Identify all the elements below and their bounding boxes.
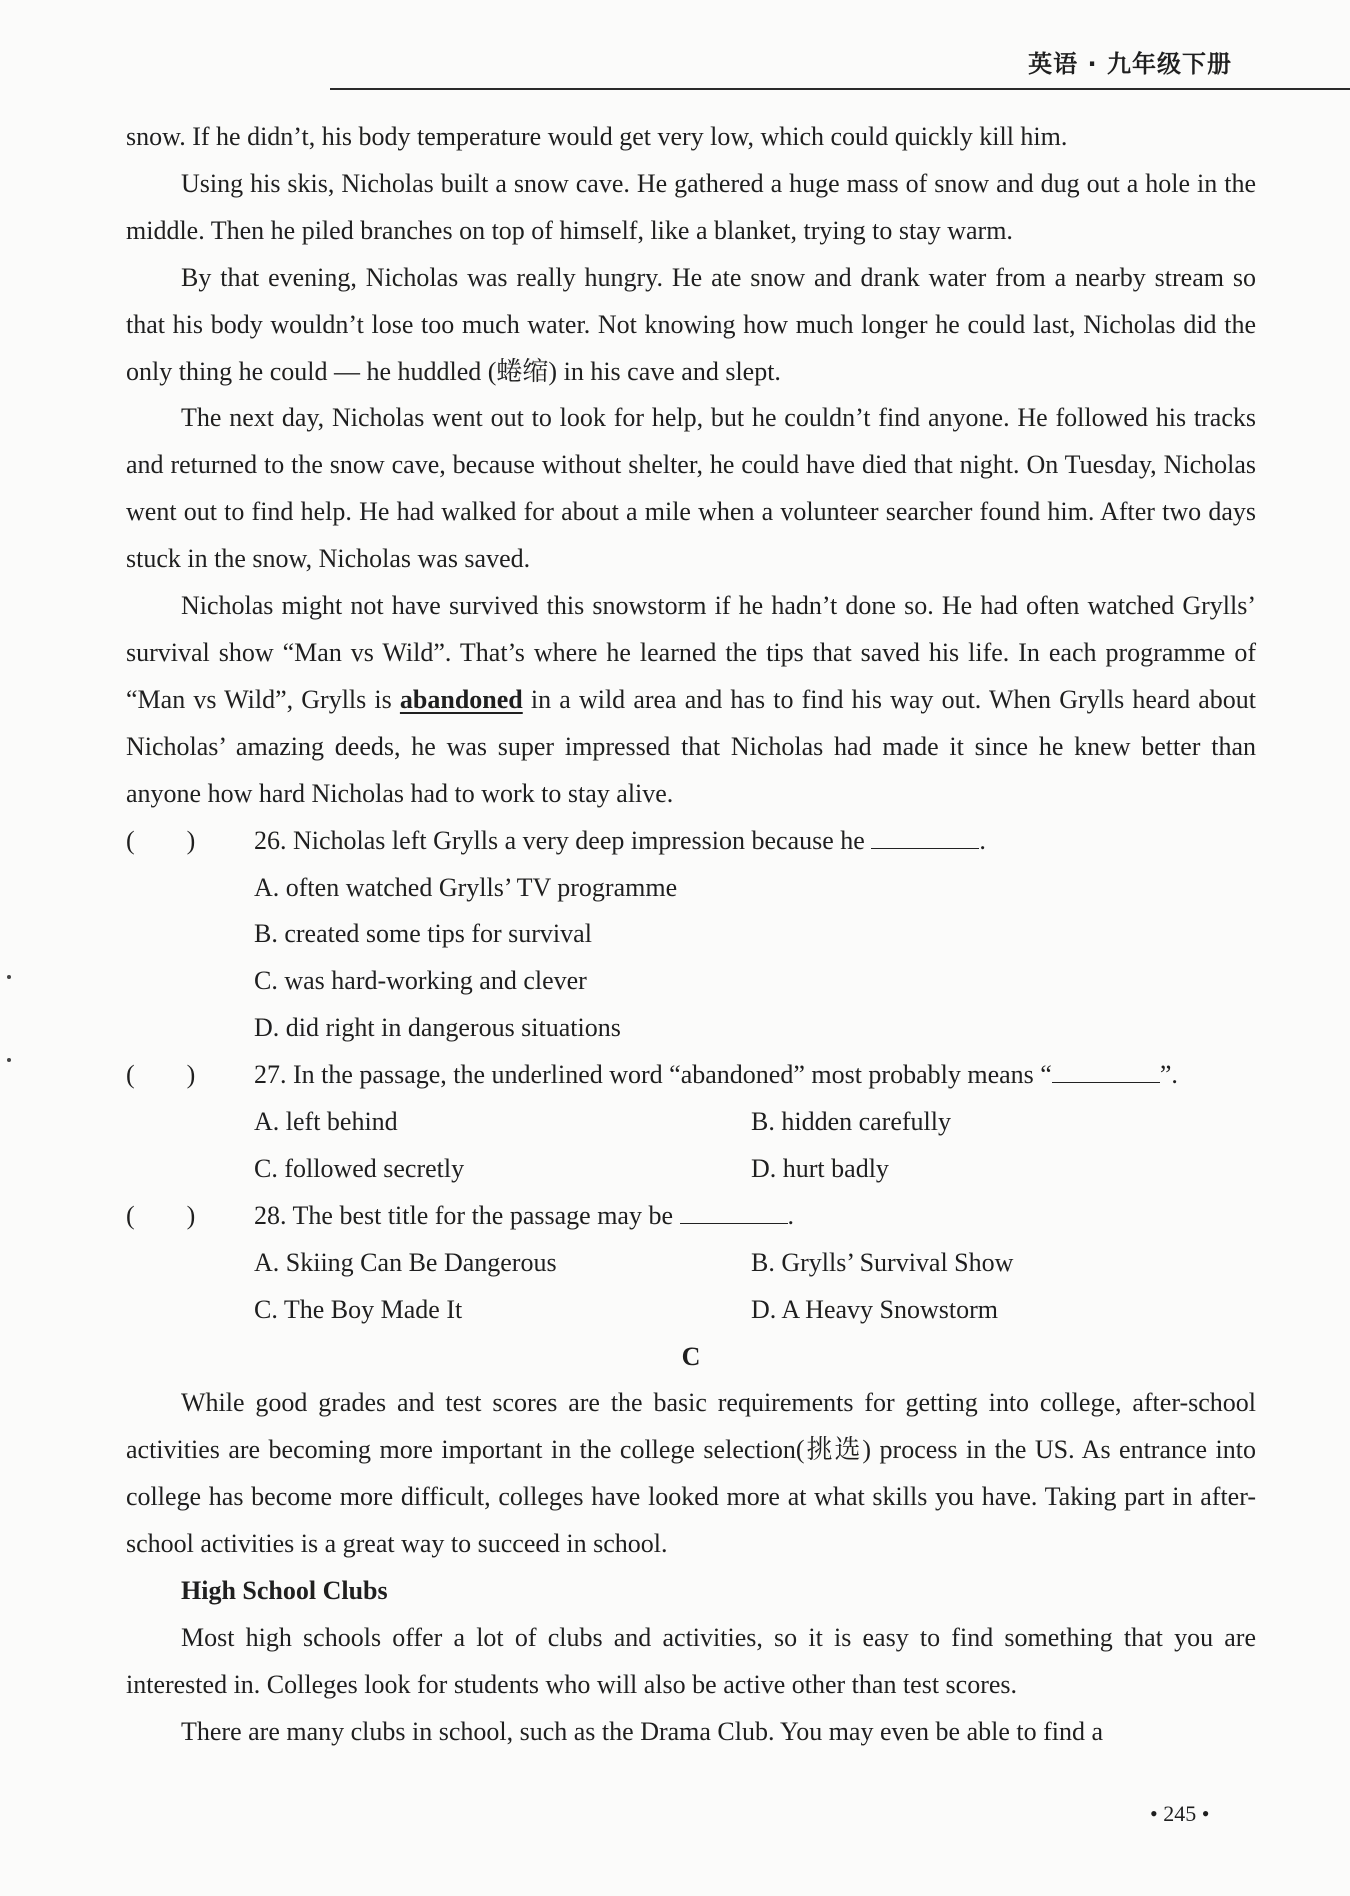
question-stem: 26. Nicholas left Grylls a very deep impression because he: [254, 825, 865, 855]
answer-blank: [680, 1197, 788, 1224]
book-title: 英语 · 九年级下册: [1028, 50, 1232, 78]
text-run: in a wild area and has to find his way out. When Grylls heard about Nicholas’ amazing deeds, he was super impressed that Nicholas had made it since he knew better than anyone how hard Nicholas had to work to stay alive.: [126, 684, 1256, 808]
question-end: .: [979, 825, 986, 855]
page-content: [126, 114, 1256, 1756]
answer-bracket: ( ): [126, 1060, 196, 1090]
question-end: ”.: [1159, 1060, 1178, 1090]
option-d: D. hurt badly: [751, 1153, 889, 1183]
option-a: A. Skiing Can Be Dangerous: [254, 1247, 557, 1277]
option-c: C. was hard-working and clever: [254, 966, 587, 996]
question-end: .: [787, 1200, 795, 1230]
option-a: A. often watched Grylls’ TV programme: [254, 872, 678, 902]
option-b: B. Grylls’ Survival Show: [751, 1247, 1014, 1277]
question-stem: 27. In the passage, the underlined word “abandoned” most probably means “: [254, 1060, 1052, 1090]
paragraph: There are many clubs in school, such as the Drama Club. You may even be able to find a: [181, 1716, 1104, 1746]
question-27: [126, 1052, 1256, 1099]
option-row: [126, 1099, 1256, 1146]
paragraph: [126, 583, 1256, 818]
option-c: C. followed secretly: [254, 1153, 465, 1183]
answer-bracket: ( ): [126, 1200, 196, 1230]
option-b: B. hidden carefully: [751, 1107, 951, 1137]
option-row: [126, 1146, 1256, 1193]
option-b: B. created some tips for survival: [254, 919, 592, 949]
option-row: [126, 1240, 1256, 1287]
option-row: [126, 1287, 1256, 1334]
paragraph: While good grades and test scores are the basic requirements for getting into college, after-school activities are becoming more important in the college selection(挑选) process in the US. As entrance into college has become more difficult, colleges have looked more at what skills you have. Taking part in after-school activities is a great way to succeed in school.: [126, 1388, 1256, 1559]
question-26: [126, 818, 1256, 865]
option-a: A. left behind: [254, 1107, 398, 1137]
paragraph: Using his skis, Nicholas built a snow cave. He gathered a huge mass of snow and dug out a hole in the middle. Then he piled branches on top of himself, like a blanket, trying to stay warm.: [126, 168, 1256, 245]
paragraph: Most high schools offer a lot of clubs and activities, so it is easy to find something that you are interested in. Colleges look for students who will also be active other than test scores.: [126, 1623, 1256, 1699]
answer-bracket: ( ): [126, 825, 196, 855]
subheading: High School Clubs: [181, 1576, 388, 1606]
question-stem: 28. The best title for the passage may be: [254, 1200, 674, 1230]
paragraph: snow. If he didn’t, his body temperature would get very low, which could quickly kill him.: [126, 122, 1068, 151]
option-c: C. The Boy Made It: [254, 1294, 463, 1324]
option-d: D. A Heavy Snowstorm: [751, 1294, 998, 1324]
section-heading: C: [681, 1341, 701, 1371]
answer-blank: [871, 822, 979, 849]
margin-mark: [7, 1058, 11, 1062]
text-run: Nicholas might not have survived this snowstorm if he hadn’t done so. He had often watched Grylls’ survival show “Man vs Wild”. That’s where he learned the tips that saved his life. In each programme of “Man vs Wild”, Grylls is: [126, 591, 1256, 714]
margin-mark: [7, 975, 11, 979]
page-header: [330, 40, 1350, 90]
paragraph: By that evening, Nicholas was really hungry. He ate snow and drank water from a nearby stream so that his body wouldn’t lose too much water. Not knowing how much longer he could last, Nicholas did the only thing he could — he huddled (蜷缩) in his cave and slept.: [126, 262, 1256, 386]
answer-blank: [1052, 1056, 1160, 1083]
paragraph: The next day, Nicholas went out to look for help, but he couldn’t find anyone. He followed his tracks and returned to the snow cave, because without shelter, he could have died that night. On Tuesday, Nicholas went out to find help. He had walked for about a mile when a volunteer searcher found him. After two days stuck in the snow, Nicholas was saved.: [126, 403, 1256, 574]
page-number: • 245 •: [1150, 1801, 1210, 1826]
question-28: [126, 1193, 1256, 1240]
underlined-word: abandoned: [399, 684, 523, 714]
option-d: D. did right in dangerous situations: [254, 1013, 621, 1043]
